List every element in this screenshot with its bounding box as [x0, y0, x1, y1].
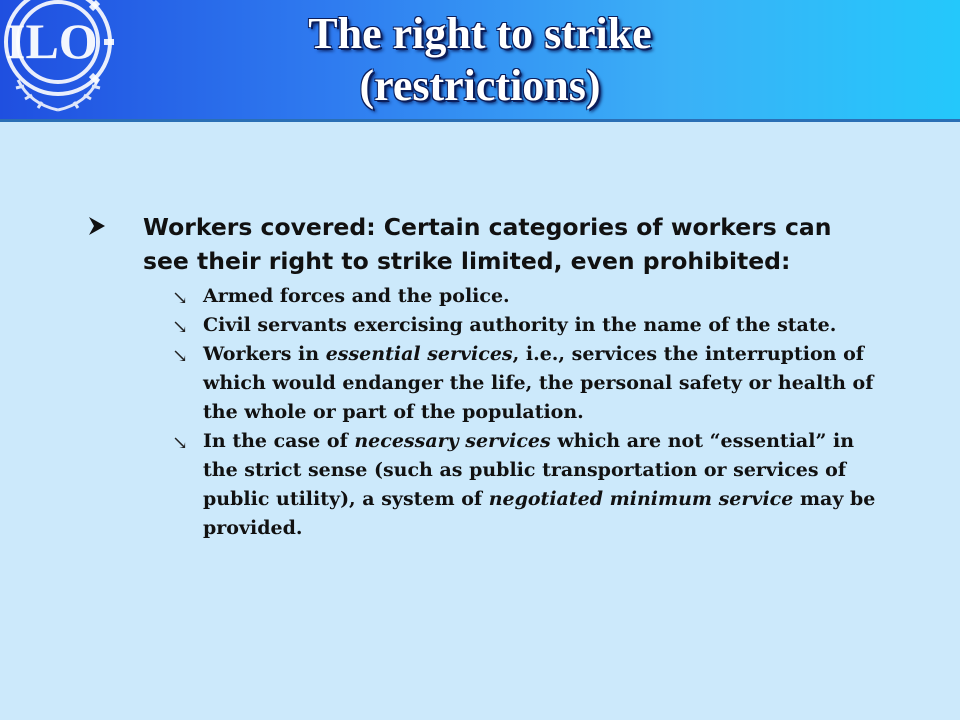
main-bullet	[88, 210, 883, 278]
title-divider	[0, 119, 960, 122]
list-item-text-post: which are not “essential” in the strict sense (such as public transportation or services of public utility), a system of	[203, 430, 855, 510]
list-item-emphasis-2: negotiated minimum service	[488, 488, 794, 510]
arrow-bullet-icon	[88, 216, 106, 236]
arrow-marker-icon: ↘	[172, 345, 188, 367]
page-title	[0, 8, 960, 112]
arrow-marker-icon: ↘	[172, 432, 188, 454]
list-item-text-pre: Workers in	[203, 343, 326, 365]
title-line-1: The right to strike	[308, 9, 652, 58]
list-item-emphasis: essential services	[325, 343, 513, 365]
list-item-text-post-2: may be provided.	[203, 488, 876, 539]
list-item	[88, 311, 883, 340]
svg-text:ILO: ILO	[6, 13, 98, 69]
list-item-text: Civil servants exercising authority in the name of the state.	[203, 314, 837, 336]
main-bullet-text: Workers covered: Certain categories of workers can see their right to strike limited, even prohibited:	[143, 213, 832, 275]
list-item-text: Armed forces and the police.	[203, 285, 510, 307]
arrow-marker-icon: ↘	[172, 287, 188, 309]
list-item-text-pre: In the case of	[203, 430, 355, 452]
list-item-emphasis: necessary services	[354, 430, 551, 452]
slide-content	[88, 210, 883, 543]
title-line-2: (restrictions)	[359, 61, 601, 110]
list-item-text-post: , i.e., services the interruption of which would endanger the life, the personal safety or health of the whole or part of the population.	[203, 343, 874, 423]
list-item	[88, 340, 883, 427]
arrow-marker-icon: ↘	[172, 316, 188, 338]
sub-bullet-list	[88, 282, 883, 543]
list-item	[88, 427, 883, 543]
list-item	[88, 282, 883, 311]
